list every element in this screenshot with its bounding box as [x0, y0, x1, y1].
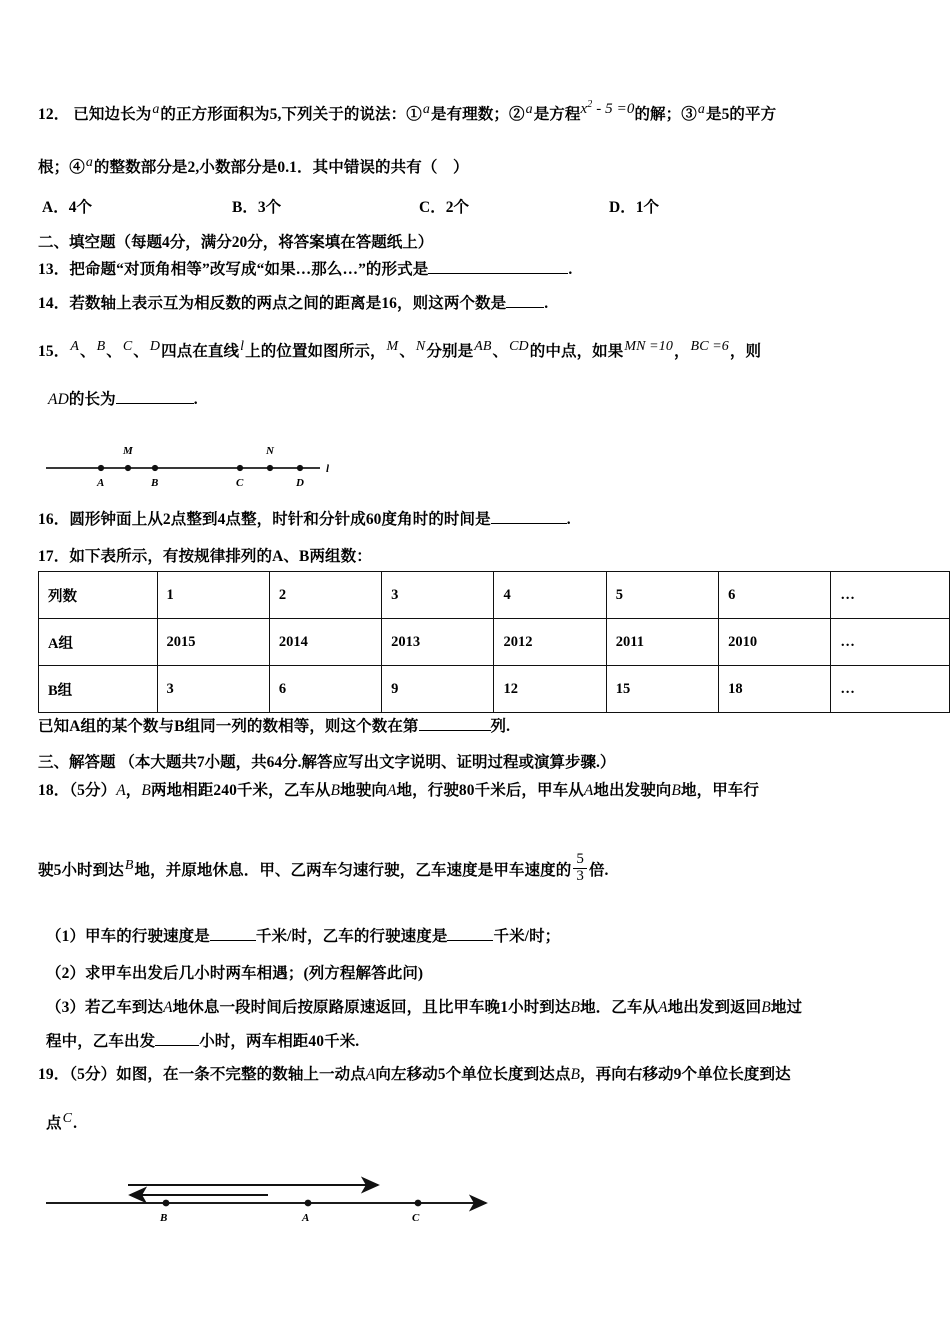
- q12-text-part1: 已知边长为: [73, 106, 152, 123]
- q15-point-d: D: [149, 338, 161, 354]
- table-row-group-a: [39, 619, 950, 666]
- q19-text-2: 向左移动5个单位长度到达点: [375, 1066, 571, 1083]
- q18-line2-text3: 倍.: [588, 861, 609, 879]
- q14-answer-blank[interactable]: [506, 307, 544, 308]
- q15-point-n: N: [415, 338, 426, 354]
- q18-number: 18．: [38, 782, 70, 799]
- q18-sub3-line2-pre: 程中，乙车出发: [46, 1033, 156, 1050]
- figure-number-line-BAC: [38, 1163, 508, 1243]
- q18-point-b: B: [141, 782, 151, 799]
- question-18: [38, 779, 918, 802]
- option-a[interactable]: [42, 195, 232, 217]
- group-a-cell-4: 2012: [494, 619, 606, 666]
- group-a-cell-6: 2010: [719, 619, 831, 666]
- q19-text-3: ，再向右移动9个单位长度到达: [580, 1066, 791, 1083]
- q12-text-part6: 是5的平方: [705, 106, 777, 123]
- q18-text-2: 地驶向: [340, 782, 387, 799]
- q15-answer-blank[interactable]: [116, 403, 194, 404]
- q15-text-2: 上的位置如图所示，: [245, 343, 386, 360]
- group-b-cell-4: 12: [494, 666, 606, 713]
- q12-variable-a-5: a: [85, 154, 93, 170]
- group-a-cell-ellipsis: …: [831, 619, 950, 666]
- q18-sub1-text: （1）甲车的行驶速度是: [46, 928, 210, 945]
- q17-number: 17．: [38, 548, 70, 565]
- question-12-options: [42, 195, 922, 217]
- q18-sub1-blank-2[interactable]: [447, 940, 493, 941]
- q18-sub3-mid2: 地．乙车从: [580, 999, 659, 1016]
- fig15-label-C: C: [236, 477, 244, 489]
- q15-sep-3: 、: [133, 343, 149, 360]
- q15-text-1: 四点在直线: [161, 343, 240, 360]
- q15-text-5: ，则: [729, 343, 762, 360]
- fig19-label-B: B: [160, 1212, 168, 1224]
- q18-text-5: 地，甲车行: [681, 782, 760, 799]
- option-b-key: B．: [232, 199, 258, 216]
- q18-sub3-line2-post: 小时，两车相距40千米.: [199, 1033, 360, 1050]
- fraction-numerator: 5: [573, 852, 587, 869]
- q15-line-l: l: [240, 338, 245, 354]
- q18-point-a-2: A: [386, 782, 397, 799]
- question-17-footer: [38, 715, 918, 738]
- q14-text: 若数轴上表示互为相反数的两点之间的距离是16，则这两个数是: [69, 295, 507, 312]
- q16-text: 圆形钟面上从2点整到4点整，时针和分针成60度角时的时间是: [69, 511, 491, 528]
- q12-equation-x: x: [580, 100, 588, 117]
- option-c-key: C．: [419, 199, 446, 216]
- q14-number: 14．: [38, 295, 70, 312]
- table-row-header: [39, 572, 950, 619]
- row-label-columns: 列数: [39, 572, 158, 619]
- question-18-line2: [38, 851, 918, 888]
- fig15-label-line-l: l: [326, 463, 330, 475]
- q16-period: .: [566, 511, 571, 528]
- question-18-sub3-line2: [46, 1030, 926, 1053]
- q18-score: （5分）: [69, 782, 117, 799]
- group-b-cell-3: 9: [382, 666, 494, 713]
- row-label-group-a: A组: [39, 619, 158, 666]
- q18-sub3-point-a: A: [163, 999, 173, 1016]
- question-18-sub2: （2）求甲车出发后几小时两车相遇；(列方程解答此问): [46, 965, 424, 982]
- fig15-label-A: A: [97, 477, 105, 489]
- question-12-line2: [38, 156, 918, 179]
- q12-line2-pre: 根；④: [38, 159, 85, 176]
- group-b-cell-2: 6: [269, 666, 381, 713]
- q12-variable-a-2: a: [422, 101, 430, 117]
- q18-point-a: A: [116, 782, 126, 799]
- q13-period: .: [568, 261, 573, 278]
- q15-segment-cd: CD: [509, 338, 529, 354]
- q18-speed-ratio-fraction: [573, 852, 587, 885]
- q12-equation-rest: - 5 =0: [596, 100, 635, 117]
- q12-number: 12．: [38, 106, 70, 123]
- question-19-line2: [46, 1112, 77, 1135]
- fig19-label-A: A: [302, 1212, 310, 1224]
- q18-line2-text1: 驶5小时到达: [38, 861, 124, 879]
- question-12: [38, 98, 918, 126]
- q12-text-part3: 是有理数；②: [430, 106, 525, 123]
- header-cell-3: 3: [382, 572, 494, 619]
- q15-line2-end: .: [193, 391, 198, 408]
- option-b[interactable]: [232, 195, 419, 217]
- q18-sub3-mid4: 地过: [770, 999, 803, 1016]
- q15-point-a: A: [70, 338, 79, 354]
- question-15-line2: [48, 388, 198, 411]
- q18-point-b-2: B: [330, 782, 341, 799]
- question-18-sub3: [46, 996, 926, 1019]
- q15-point-c: C: [122, 338, 133, 354]
- q15-number: 15．: [38, 343, 70, 360]
- fig15-label-B: B: [151, 477, 159, 489]
- q12-variable-a-1: a: [152, 101, 160, 117]
- q13-text: 把命题“对顶角相等”改写成“如果…那么…”的形式是: [69, 261, 429, 278]
- q16-number: 16．: [38, 511, 70, 528]
- question-13: [38, 258, 918, 281]
- q15-sep-2: 、: [106, 343, 122, 360]
- q19-point-c: C: [62, 1110, 73, 1126]
- question-17: [38, 545, 918, 568]
- q13-answer-blank[interactable]: [428, 273, 568, 274]
- q12-variable-a-4: a: [697, 101, 705, 117]
- q18-sub3-mid1: 地休息一段时间后按原路原速返回，且比甲车晚1小时到达: [172, 999, 571, 1016]
- q18-line2-text2: 地，并原地休息．甲、乙两车匀速行驶，乙车速度是甲车速度的: [134, 861, 572, 879]
- q16-answer-blank[interactable]: [491, 523, 567, 524]
- q12-text-part2: 的正方形面积为5,下列关于的说法：①: [160, 106, 422, 123]
- q18-sub3-point-a-2: A: [658, 999, 668, 1016]
- q15-point-m: M: [386, 338, 399, 354]
- q17-footer-end: 列.: [490, 718, 511, 735]
- q12-equation-exponent: 2: [587, 98, 593, 110]
- group-b-cell-6: 18: [719, 666, 831, 713]
- q18-line2-point-b: B: [124, 857, 134, 873]
- q18-point-b-3: B: [671, 782, 681, 799]
- q12-text-part4: 是方程: [533, 106, 581, 123]
- q18-sub1-mid: 千米/时，乙车的行驶速度是: [255, 928, 448, 945]
- q15-sep-5: 、: [492, 343, 509, 360]
- q14-period: .: [544, 295, 549, 312]
- q19-line2-end: .: [73, 1115, 78, 1132]
- q15-sep-4: 、: [399, 343, 415, 360]
- q18-point-a-3: A: [583, 782, 594, 799]
- q15-point-b: B: [96, 338, 106, 354]
- option-a-value: 4个: [68, 199, 92, 216]
- q17-footer-text: 已知A组的某个数与B组同一列的数相等，则这个数在第: [38, 718, 419, 735]
- header-cell-4: 4: [494, 572, 606, 619]
- q15-segment-ad: AD: [48, 391, 69, 408]
- q18-sub3-point-b-2: B: [761, 999, 771, 1016]
- q15-comma: ，: [673, 343, 690, 360]
- group-a-cell-3: 2013: [382, 619, 494, 666]
- option-d[interactable]: [609, 195, 659, 217]
- fig15-label-N: N: [266, 445, 274, 457]
- option-a-key: A．: [42, 199, 69, 216]
- option-b-value: 3个: [257, 199, 282, 216]
- group-a-cell-1: 2015: [157, 619, 269, 666]
- header-cell-ellipsis: …: [831, 572, 950, 619]
- question-19: [38, 1063, 918, 1086]
- q18-sub3-mid3: 地出发到返回: [667, 999, 762, 1016]
- q18-sub3-pre: （3）若乙车到达: [46, 999, 164, 1016]
- q18-sub1-end: 千米/时；: [493, 928, 561, 945]
- sequence-table: [38, 571, 950, 713]
- q13-number: 13．: [38, 261, 70, 278]
- q18-text-3: 地，行驶80千米后，甲车从: [396, 782, 584, 799]
- q15-segment-ab: AB: [474, 338, 492, 354]
- header-cell-6: 6: [719, 572, 831, 619]
- header-cell-2: 2: [269, 572, 381, 619]
- q19-point-b: B: [570, 1066, 581, 1083]
- q15-mn-equation: MN =10: [624, 338, 673, 354]
- table-row-group-b: [39, 666, 950, 713]
- header-cell-1: 1: [157, 572, 269, 619]
- q18-text-1: 两地相距240千米，乙车从: [150, 782, 331, 799]
- option-c-value: 2个: [445, 199, 469, 216]
- section-3-heading: 三、解答题 （本大题共7小题，共64分.解答应写出文字说明、证明过程或演算步骤.）: [38, 754, 616, 771]
- q15-text-4: 的中点，如果: [529, 343, 624, 360]
- option-c[interactable]: [419, 195, 609, 217]
- fraction-denominator: 3: [576, 867, 584, 884]
- q19-text-1: 如图，在一条不完整的数轴上一动点: [116, 1066, 366, 1083]
- q12-text-part5: 的解；③: [634, 106, 697, 123]
- q19-number: 19．: [38, 1066, 70, 1083]
- fig15-label-M: M: [123, 445, 133, 457]
- q19-point-a: A: [365, 1066, 376, 1083]
- group-a-cell-2: 2014: [269, 619, 381, 666]
- q17-answer-blank[interactable]: [419, 730, 491, 731]
- group-b-cell-5: 15: [606, 666, 718, 713]
- group-a-cell-5: 2011: [606, 619, 718, 666]
- option-d-value: 1个: [635, 199, 659, 216]
- option-d-key: D．: [609, 199, 636, 216]
- q12-line2-post: 的整数部分是2,小数部分是0.1．其中错误的共有（ ）: [93, 159, 469, 176]
- group-b-cell-1: 3: [157, 666, 269, 713]
- fig15-label-D: D: [296, 477, 304, 489]
- q15-text-3: 分别是: [426, 343, 474, 360]
- q18-sub3-blank[interactable]: [155, 1045, 199, 1046]
- question-14: [38, 292, 918, 315]
- q15-bc-equation: BC =6: [690, 338, 729, 354]
- q19-line2-text: 点: [46, 1115, 62, 1132]
- q18-text-4: 地出发驶向: [593, 782, 672, 799]
- q15-sep-1: 、: [79, 343, 96, 360]
- row-label-group-b: B组: [39, 666, 158, 713]
- q15-line2-text: 的长为: [68, 391, 116, 408]
- q12-variable-a-3: a: [525, 101, 533, 117]
- question-18-sub1: [46, 925, 926, 948]
- q18-sub1-blank-1[interactable]: [210, 940, 256, 941]
- q17-text: 如下表所示，有按规律排列的A、B两组数：: [69, 548, 372, 565]
- figure-number-line-ABCD: [38, 432, 348, 494]
- group-b-cell-ellipsis: …: [831, 666, 950, 713]
- q19-score: （5分）: [69, 1066, 117, 1083]
- section-2-heading: 二、填空题（每题4分，满分20分，将答案填在答题纸上）: [38, 234, 434, 251]
- question-15: [38, 340, 918, 363]
- q18-comma-1: ，: [125, 782, 142, 799]
- q12-equation: [580, 98, 635, 117]
- q18-sub3-point-b: B: [570, 999, 581, 1016]
- fig19-label-C: C: [412, 1212, 420, 1224]
- question-16: [38, 508, 918, 531]
- header-cell-5: 5: [606, 572, 718, 619]
